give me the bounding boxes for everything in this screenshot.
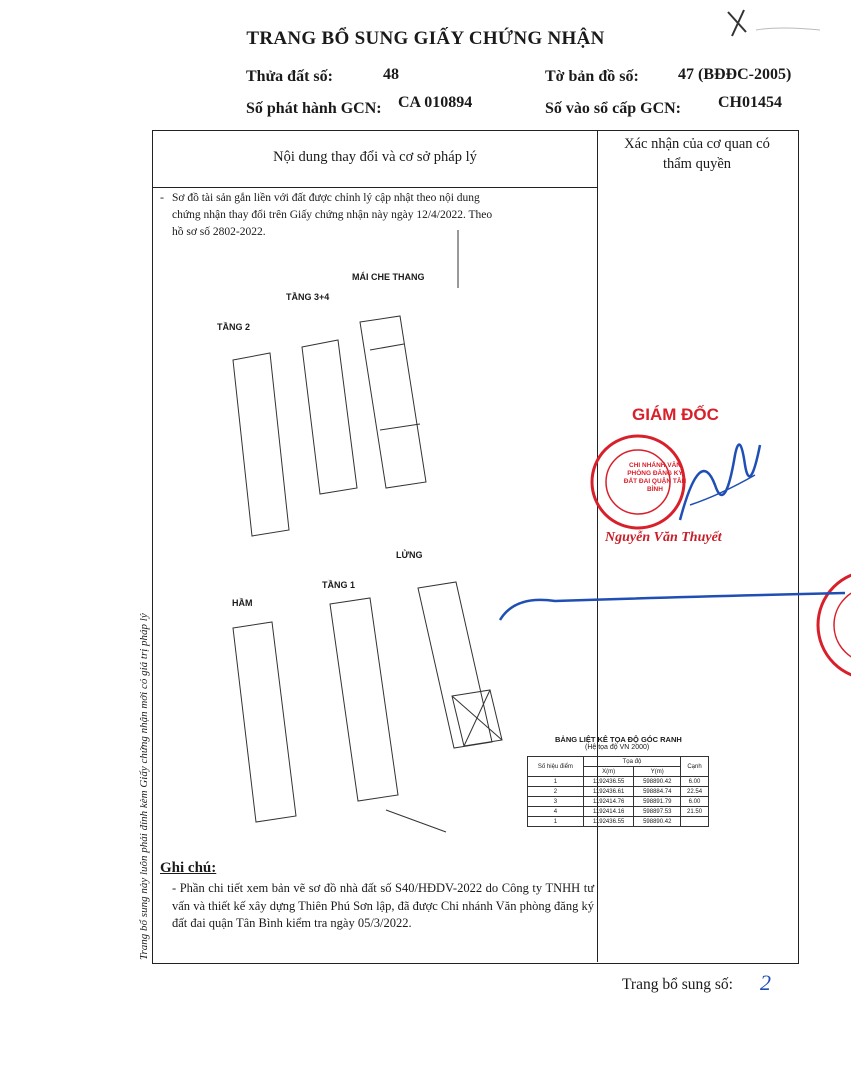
plan-tang1 (330, 598, 398, 801)
content-line-1: Sơ đồ tài sản gắn liền với đất được chỉnh lý cập nhật theo nội dung (172, 192, 480, 204)
coord-y: 598897.53 (634, 807, 681, 817)
label-mai-che-thang: MÁI CHE THANG (352, 272, 425, 282)
label-lung: LỬNG (396, 550, 423, 560)
bullet: - (160, 190, 164, 204)
coord-x: 1192414.76 (583, 797, 634, 807)
table-row (528, 777, 709, 787)
seal-text: CHI NHÁNH VĂN PHÒNG ĐĂNG KÝ ĐẤT ĐAI QUẬN TÂN BÌNH (623, 462, 687, 493)
plan-lung (418, 582, 492, 748)
content-line-2: chứng nhận thay đổi trên Giấy chứng nhận này ngày 12/4/2022. Theo (172, 209, 493, 221)
signer-name: Nguyễn Văn Thuyết (605, 530, 722, 545)
coord-point: 2 (528, 787, 584, 797)
label-tang-1: TẦNG 1 (322, 580, 356, 590)
content-line-3: hồ sơ số 2802-2022. (172, 226, 266, 238)
label-ham: HẦM (232, 598, 253, 608)
signature-title: GIÁM ĐỐC (632, 405, 719, 424)
handwritten-mark-icon (720, 6, 830, 40)
to-ban-do-label: Tờ bản đồ số: (545, 68, 639, 85)
so-vao-so-value: CH01454 (718, 94, 782, 111)
coord-edge: 21.50 (681, 807, 709, 817)
coord-x: 1192414.16 (583, 807, 634, 817)
coord-h-x: X(m) (583, 767, 634, 777)
col2-header-line1: Xác nhận của cơ quan có (624, 136, 770, 152)
coord-h-edge: Cạnh (681, 757, 709, 777)
coord-point: 1 (528, 777, 584, 787)
table-row (528, 817, 709, 827)
label-tang-34: TẦNG 3+4 (286, 292, 330, 302)
coord-edge: 6.00 (681, 777, 709, 787)
coord-point: 3 (528, 797, 584, 807)
header-divider (152, 187, 598, 188)
coord-subtitle: (Hệ tọa độ VN 2000) (585, 744, 650, 751)
coord-y: 598884.74 (634, 787, 681, 797)
signature-icon (660, 425, 770, 535)
notes-heading: Ghi chú: (160, 860, 217, 876)
plan-ham (233, 622, 296, 822)
so-phat-hanh-value: CA 010894 (398, 94, 473, 111)
coord-h-coord: Tọa độ (583, 757, 680, 767)
to-ban-do-value: 47 (BĐĐC-2005) (678, 66, 792, 83)
side-note: Trang bổ sung này luôn phải đính kèm Giấy chứng nhận mới có giá trị pháp lý (138, 613, 150, 960)
coord-y: 598890.42 (634, 777, 681, 787)
plan-tang2 (233, 353, 289, 536)
coord-x: 1192436.55 (583, 817, 634, 827)
coord-edge: 22.54 (681, 787, 709, 797)
coord-x: 1192436.55 (583, 777, 634, 787)
coord-h-point: Số hiệu điểm (528, 757, 584, 777)
col1-header: Nội dung thay đổi và cơ sở pháp lý (273, 149, 477, 165)
coord-h-y: Y(m) (634, 767, 681, 777)
plan-tang34-b (360, 316, 426, 488)
coord-y: 598890.42 (634, 817, 681, 827)
coord-point: 1 (528, 817, 584, 827)
thua-dat-value: 48 (383, 66, 399, 83)
coord-x: 1192436.61 (583, 787, 634, 797)
coord-table (527, 756, 709, 827)
page-title: TRANG BỔ SUNG GIẤY CHỨNG NHẬN (246, 28, 605, 49)
floor-plan-drawing (200, 230, 510, 840)
so-vao-so-label: Số vào sổ cấp GCN: (545, 100, 682, 117)
coord-y: 598891.79 (634, 797, 681, 807)
pen-stroke-icon (495, 585, 851, 630)
coord-title: BẢNG LIỆT KÊ TỌA ĐỘ GÓC RANH (555, 735, 682, 744)
col2-header-line2: thẩm quyền (662, 156, 732, 172)
page-number: 2 (760, 970, 771, 995)
notes-text: - Phần chi tiết xem bản vẽ sơ đồ nhà đất số S40/HĐDV-2022 do Công ty TNHH tư vấn và thiết kế xây dựng Thiên Phú Sơn lập, đã được Chi nhánh Văn phòng đăng ký đất đai quận Tân Bình kiểm tra ngày 05/3/2022. (172, 881, 594, 930)
column-divider (597, 130, 598, 962)
thua-dat-label: Thửa đất số: (246, 68, 333, 85)
table-row (528, 807, 709, 817)
page-label: Trang bổ sung số: (622, 976, 733, 993)
so-phat-hanh-label: Số phát hành GCN: (246, 100, 382, 117)
coord-edge (681, 817, 709, 827)
coord-point: 4 (528, 807, 584, 817)
table-row (528, 797, 709, 807)
label-tang-2: TẦNG 2 (217, 322, 251, 332)
plan-tang34-a (302, 340, 357, 494)
coord-edge: 6.00 (681, 797, 709, 807)
table-row (528, 787, 709, 797)
